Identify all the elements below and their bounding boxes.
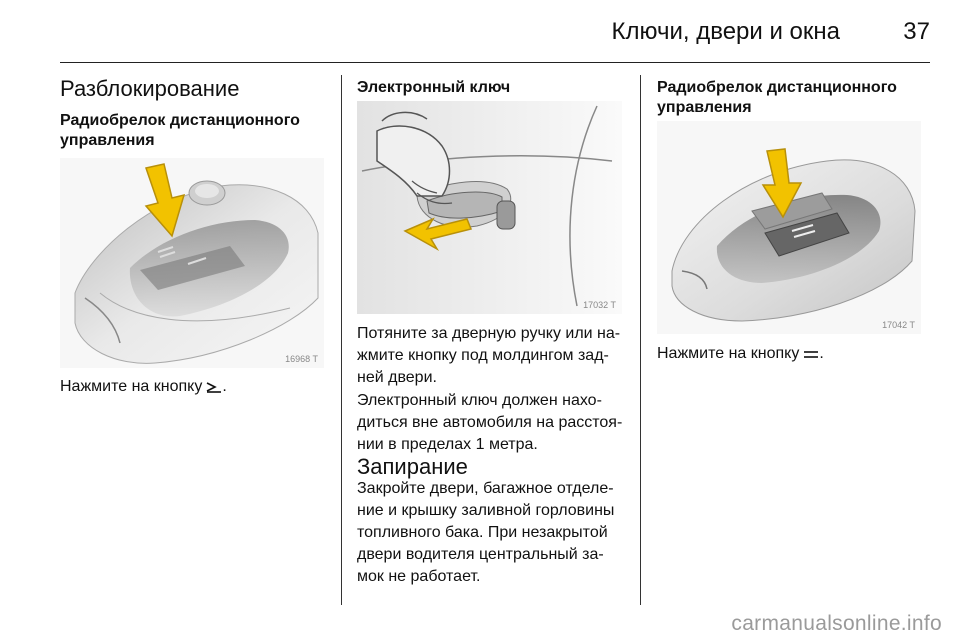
- subtitle-electronic-key: Электронный ключ: [357, 79, 511, 96]
- instruction-text: Нажмите на кнопку: [60, 378, 203, 395]
- instruction-press-lock-button: [657, 343, 824, 365]
- section-title-unlocking: Разблокирование: [60, 76, 240, 101]
- figure-remote-key-lock: [657, 121, 921, 334]
- subtitle-remote-control-lock: Радиобрелок дистанционного управления: [657, 79, 897, 116]
- column-divider-1: [341, 75, 342, 605]
- watermark: carmanualsonline.info: [731, 612, 942, 635]
- page-number: 37: [903, 18, 930, 45]
- instruction-press-unlock-button: [60, 376, 227, 398]
- instruction-text: Нажмите на кнопку: [657, 345, 800, 362]
- page-header-title: Ключи, двери и окна: [611, 18, 840, 45]
- remote-key-lock-illustration: [657, 121, 921, 334]
- remote-key-illustration: [60, 158, 324, 368]
- instruction-period: .: [819, 345, 824, 362]
- figure-remote-key-unlock: [60, 158, 324, 368]
- section-title-locking: Запирание: [357, 454, 468, 479]
- subtitle-remote-control: Радиобрелок дистанционного управления: [60, 112, 300, 149]
- header-divider: [60, 62, 930, 63]
- instruction-period: .: [222, 378, 227, 395]
- figure-code: 17032 T: [583, 300, 616, 310]
- figure-code: 16968 T: [285, 354, 318, 364]
- door-handle-illustration: [357, 101, 622, 314]
- paragraph-key-range: Электронный ключ должен нахо-диться вне автомобиля на расстоя-нии в пределах 1 метра.: [357, 392, 623, 453]
- unlock-button-symbol-icon: [206, 381, 222, 393]
- paragraph-close-doors: Закройте двери, багажное отделе-ние и крышку заливной горловины топливного бака. При незакрытой двери водителя центральный за-мок не работает.: [357, 480, 615, 585]
- column-divider-2: [640, 75, 641, 605]
- figure-code: 17042 T: [882, 320, 915, 330]
- paragraph-pull-handle: Потяните за дверную ручку или на-жмите кнопку под молдингом зад-ней двери.: [357, 325, 621, 386]
- figure-door-handle: [357, 101, 622, 314]
- lock-button-symbol-icon: [803, 349, 819, 359]
